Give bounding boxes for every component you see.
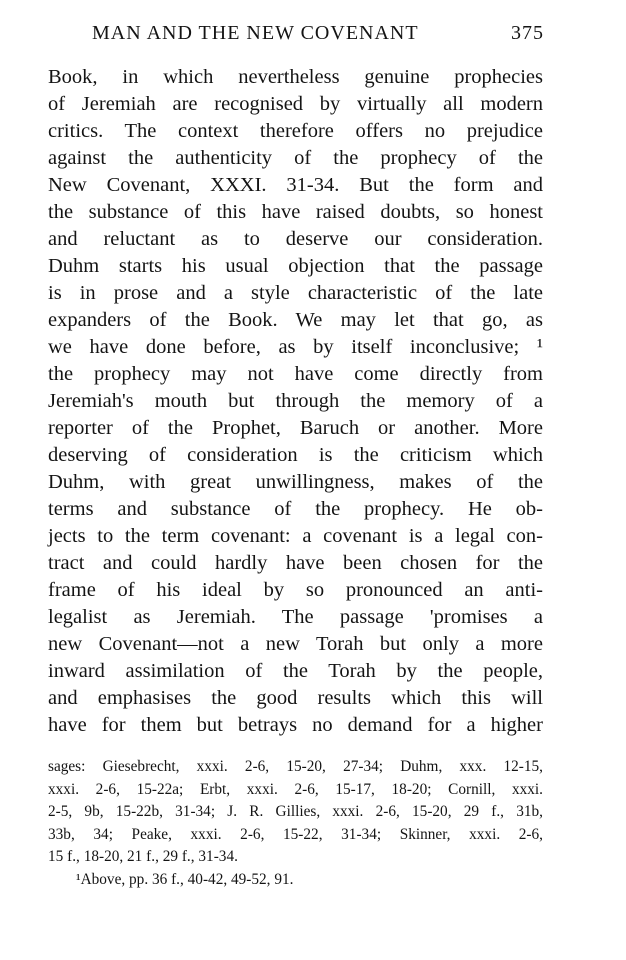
running-head <box>48 20 548 52</box>
body-line: have for them but betrays no demand for a higher <box>48 714 543 736</box>
body-line: against the authenticity of the prophecy of the <box>48 147 543 169</box>
body-line: jects to the term covenant: a covenant is a legal con- <box>48 525 543 547</box>
body-line: expanders of the Book. We may let that go, as <box>48 309 543 331</box>
body-line: inward assimilation of the Torah by the people, <box>48 660 543 682</box>
footnote-1: ¹Above, pp. 36 f., 40-42, 49-52, 91. <box>76 870 294 888</box>
body-line: terms and substance of the prophecy. He ob- <box>48 498 543 520</box>
body-line: tract and could hardly have been chosen for the <box>48 552 543 574</box>
body-line: and reluctant as to deserve our consideration. <box>48 228 543 250</box>
body-text <box>48 64 543 739</box>
body-line: Book, in which nevertheless genuine prophecies <box>48 66 543 88</box>
body-line: new Covenant—not a new Torah but only a more <box>48 633 543 655</box>
body-line: the prophecy may not have come directly from <box>48 363 543 385</box>
running-title: MAN AND THE NEW COVENANT <box>92 22 419 44</box>
body-line: Jeremiah's mouth but through the memory of a <box>48 390 543 412</box>
footnote-line: 33b, 34; Peake, xxxi. 2-6, 15-22, 31-34; Skinner, xxxi. 2-6, <box>48 825 543 843</box>
body-line: legalist as Jeremiah. The passage 'promises a <box>48 606 543 628</box>
body-line: Duhm starts his usual objection that the passage <box>48 255 543 277</box>
body-line: we have done before, as by itself inconclusive; ¹ <box>48 336 543 358</box>
footnote-line: 15 f., 18-20, 21 f., 29 f., 31-34. <box>48 848 238 865</box>
page-number: 375 <box>511 22 544 44</box>
body-line: of Jeremiah are recognised by virtually all modern <box>48 93 543 115</box>
body-line: New Covenant, XXXI. 31-34. But the form and <box>48 174 543 196</box>
body-line: is in prose and a style characteristic of the late <box>48 282 543 304</box>
body-line: Duhm, with great unwillingness, makes of the <box>48 471 543 493</box>
footnote-line: 2-5, 9b, 15-22b, 31-34; J. R. Gillies, xxxi. 2-6, 15-20, 29 f., 31b, <box>48 803 543 820</box>
body-line: deserving of consideration is the criticism which <box>48 444 543 466</box>
body-line: reporter of the Prophet, Baruch or another. More <box>48 417 543 439</box>
body-line: frame of his ideal by so pronounced an anti- <box>48 579 543 601</box>
footnote-line: xxxi. 2-6, 15-22a; Erbt, xxxi. 2-6, 15-17, 18-20; Cornill, xxxi. <box>48 780 543 798</box>
footnote-line: sages: Giesebrecht, xxxi. 2-6, 15-20, 27-34; Duhm, xxx. 12-15, <box>48 758 543 775</box>
footnotes <box>48 756 543 891</box>
body-line: and emphasises the good results which this will <box>48 687 543 709</box>
body-line: the substance of this have raised doubts, so honest <box>48 201 543 223</box>
body-line: critics. The context therefore offers no prejudice <box>48 120 543 142</box>
